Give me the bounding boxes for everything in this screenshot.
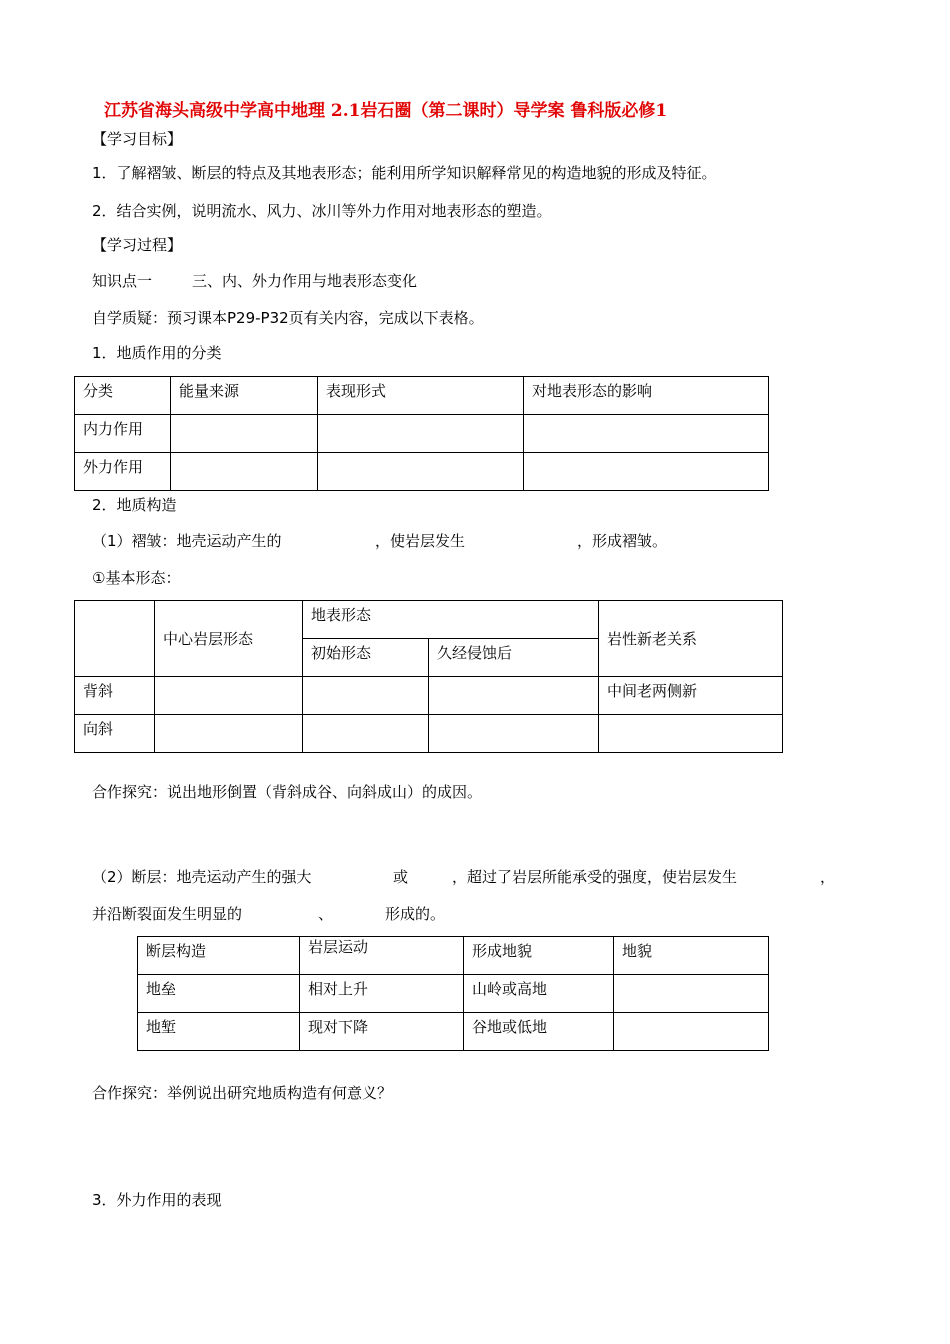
doc-title: 江苏省海头高级中学高中地理 2.1岩石圈（第二课时）导学案 鲁科版必修1 (104, 101, 668, 121)
table-header-cell: 久经侵蚀后 (429, 639, 599, 677)
table-cell (303, 677, 429, 715)
table-cell (318, 415, 524, 453)
goal-2: 2．结合实例，说明流水、风力、冰川等外力作用对地表形态的塑造。 (92, 202, 552, 220)
process-heading: 【学习过程】 (92, 236, 183, 254)
fault-text-e: 并沿断裂面发生明显的 (92, 905, 243, 923)
table-header-cell: 地表形态 (303, 601, 599, 639)
table-header-cell: 岩性新老关系 (599, 601, 783, 677)
table-cell (429, 715, 599, 753)
knowledge-point-title: 三、内、外力作用与地表形态变化 (192, 272, 418, 290)
fault-text-d: ， (820, 868, 836, 886)
fold-forms-table (74, 600, 783, 753)
table-cell (599, 715, 783, 753)
table-corner-cell (75, 601, 155, 677)
goals-heading: 【学习目标】 (92, 130, 183, 148)
table-header-cell: 岩层运动 (300, 937, 464, 975)
table-header-cell: 初始形态 (303, 639, 429, 677)
table-cell: 山岭或高地 (464, 975, 614, 1013)
section-3-heading: 3．外力作用的表现 (92, 1191, 222, 1209)
table-cell (614, 975, 769, 1013)
basic-forms-label: ①基本形态： (92, 569, 181, 587)
table-cell (524, 415, 769, 453)
table-cell: 现对下降 (300, 1013, 464, 1051)
table-header-cell: 对地表形态的影响 (524, 377, 769, 415)
fold-text-c: ，形成褶皱。 (577, 532, 668, 550)
fold-text-a: （1）褶皱：地壳运动产生的 (92, 532, 282, 550)
table-cell (171, 415, 318, 453)
table-cell: 内力作用 (75, 415, 171, 453)
table-cell: 地垒 (138, 975, 300, 1013)
fault-text-g: 形成的。 (385, 905, 446, 923)
table-header-cell: 断层构造 (138, 937, 300, 975)
geological-process-table (74, 376, 769, 491)
table-cell: 背斜 (75, 677, 155, 715)
section-2-heading: 2．地质构造 (92, 496, 177, 514)
section-1-heading: 1．地质作用的分类 (92, 344, 222, 362)
table-header-cell: 能量来源 (171, 377, 318, 415)
fault-text-c: ，超过了岩层所能承受的强度，使岩层发生 (452, 868, 738, 886)
table-cell (524, 453, 769, 491)
table-cell: 中间老两侧新 (599, 677, 783, 715)
knowledge-point-label: 知识点一 (92, 272, 153, 290)
table-header-cell: 地貌 (614, 937, 769, 975)
table-cell: 外力作用 (75, 453, 171, 491)
fold-text-b: ，使岩层发生 (375, 532, 466, 550)
table-cell (318, 453, 524, 491)
goal-1: 1．了解褶皱、断层的特点及其地表形态；能利用所学知识解释常见的构造地貌的形成及特征。 (92, 164, 717, 182)
table-header-cell: 分类 (75, 377, 171, 415)
table-cell: 地堑 (138, 1013, 300, 1051)
fault-text-f: 、 (318, 905, 334, 923)
table-header-cell: 形成地貌 (464, 937, 614, 975)
cooperative-inquiry-1: 合作探究：说出地形倒置（背斜成谷、向斜成山）的成因。 (92, 783, 483, 801)
fault-structure-table (137, 936, 769, 1051)
table-cell (303, 715, 429, 753)
cooperative-inquiry-2: 合作探究：举例说出研究地质构造有何意义？ (92, 1084, 393, 1102)
table-cell (614, 1013, 769, 1051)
table-cell (429, 677, 599, 715)
table-header-cell: 中心岩层形态 (155, 601, 303, 677)
table-cell (155, 677, 303, 715)
table-header-cell: 表现形式 (318, 377, 524, 415)
self-study-text: 自学质疑：预习课本P29-P32页有关内容，完成以下表格。 (92, 309, 484, 327)
table-cell (171, 453, 318, 491)
table-cell: 相对上升 (300, 975, 464, 1013)
fault-text-b: 或 (393, 868, 409, 886)
table-cell: 谷地或低地 (464, 1013, 614, 1051)
fault-text-a: （2）断层：地壳运动产生的强大 (92, 868, 312, 886)
table-cell (155, 715, 303, 753)
table-cell: 向斜 (75, 715, 155, 753)
